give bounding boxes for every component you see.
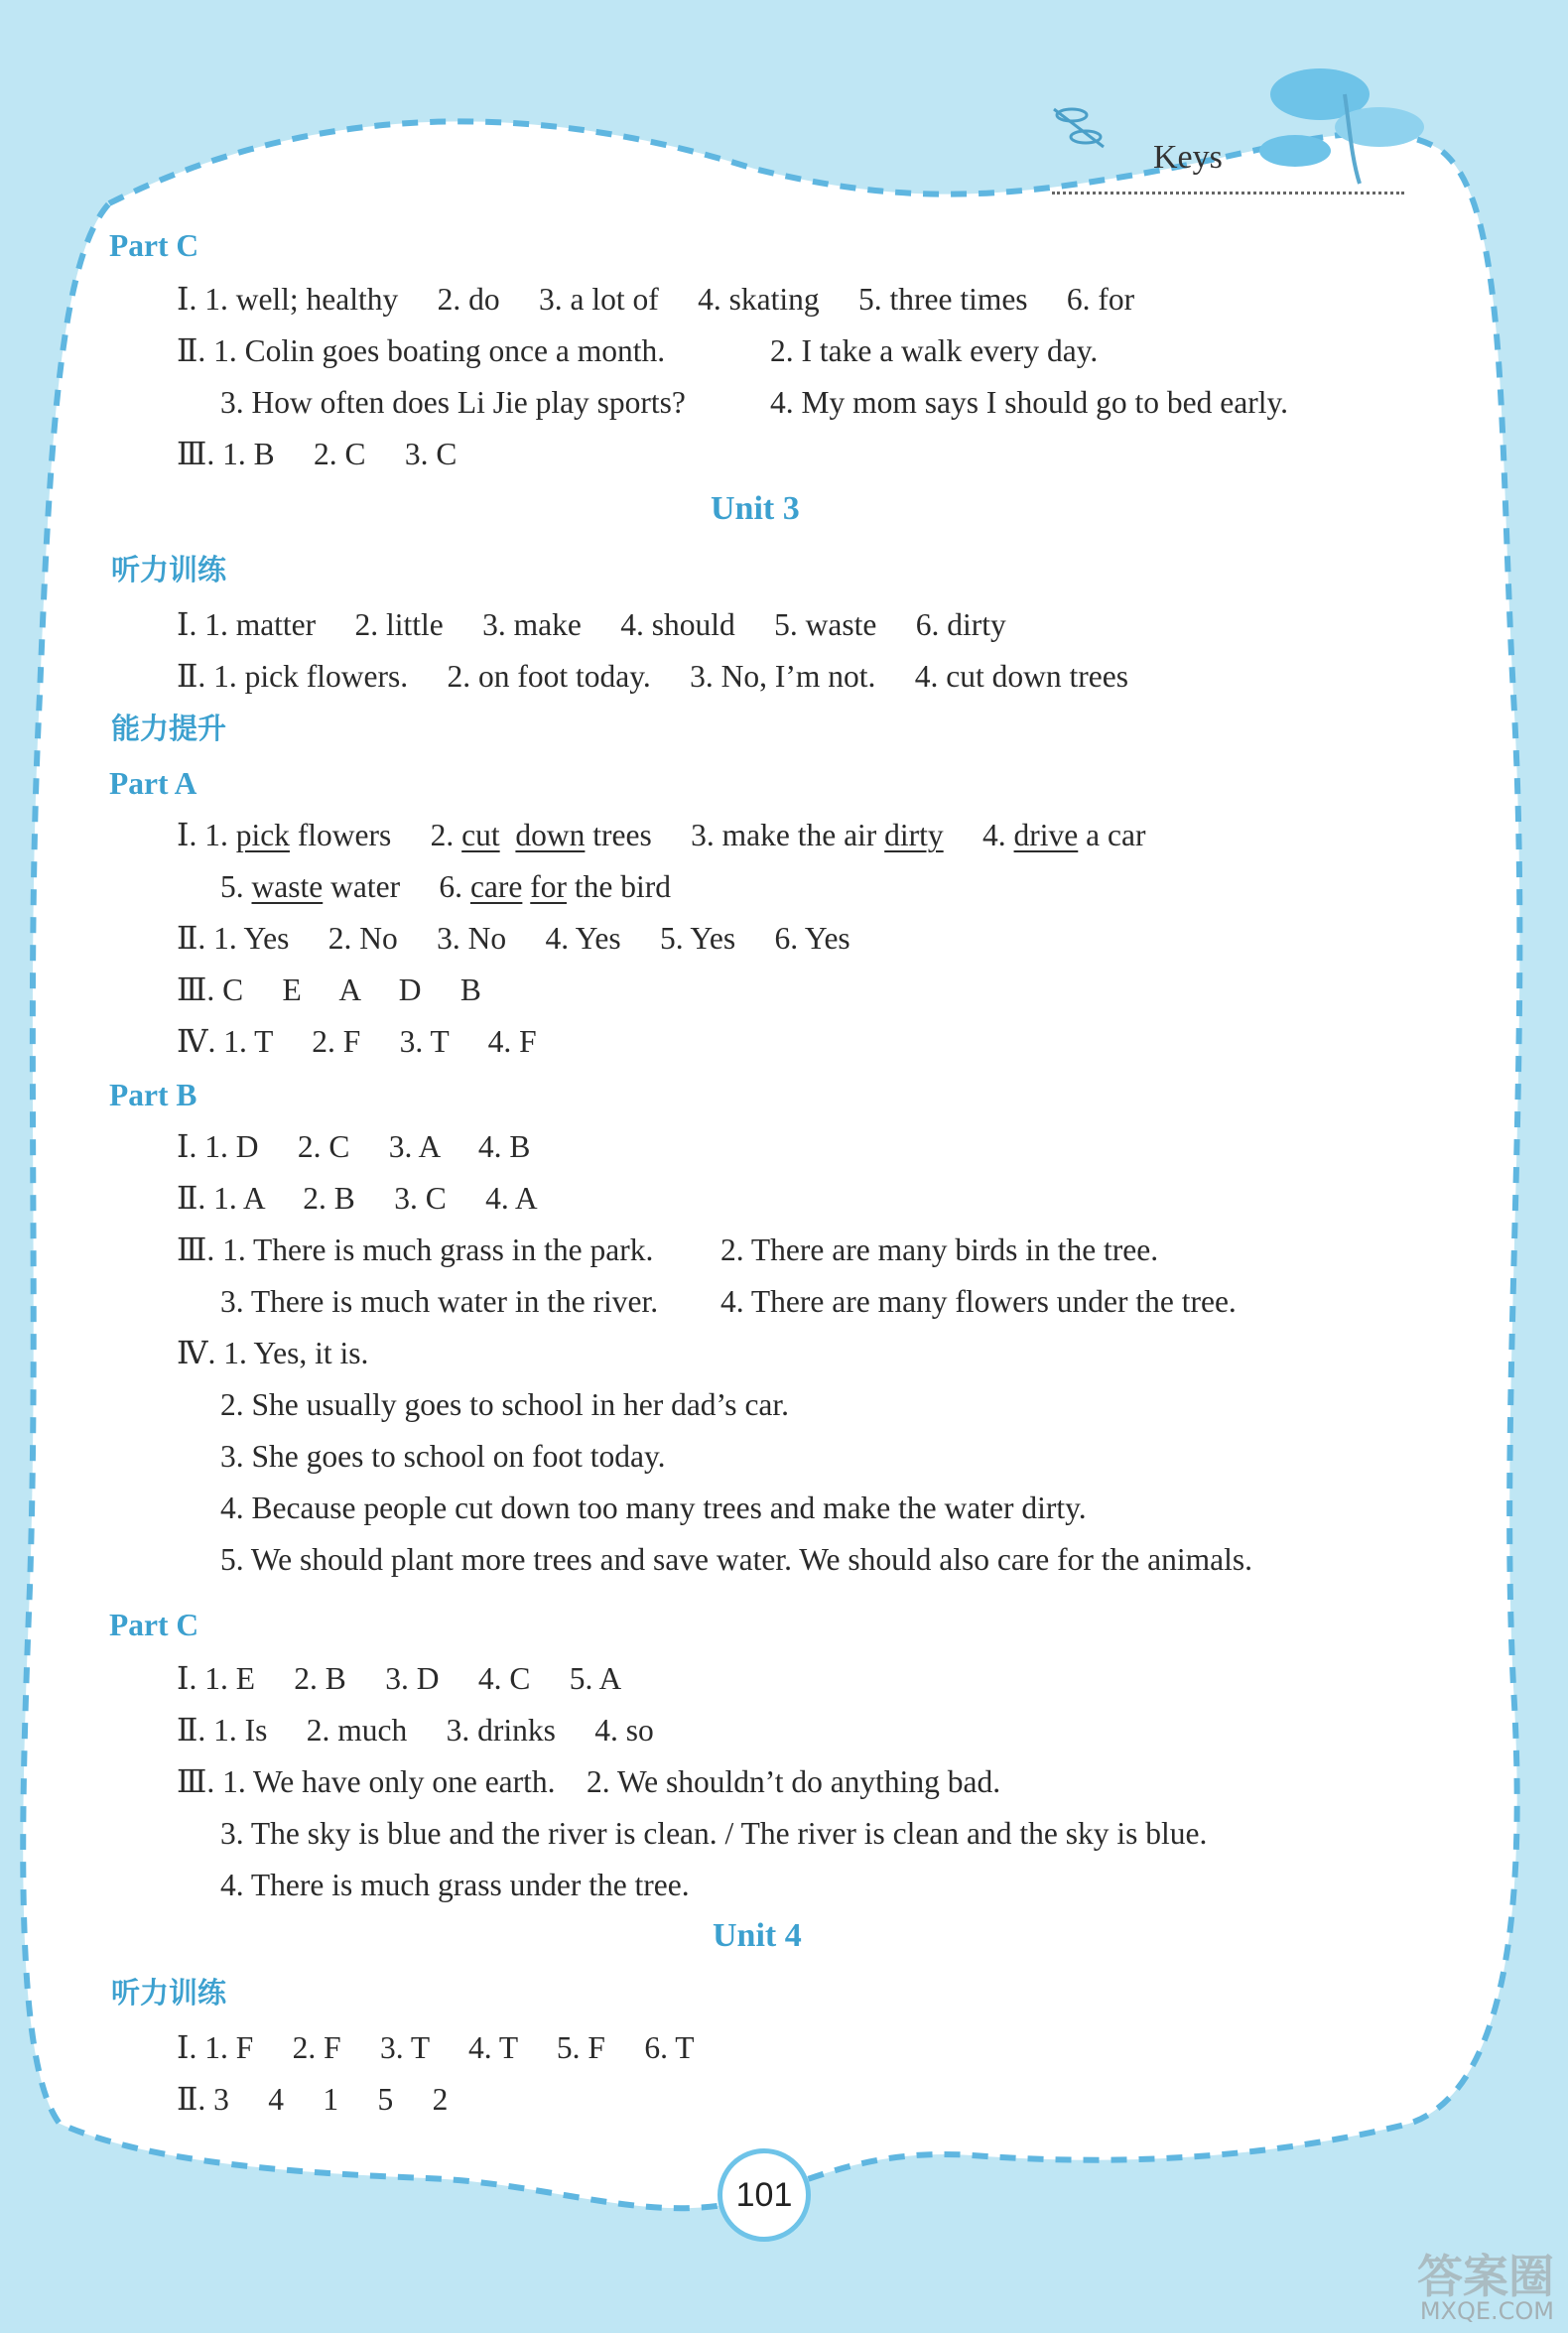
answer-line: Ⅳ. 1. T 2. F 3. T 4. F: [177, 1024, 537, 1059]
answer-line: Ⅰ. 1. E 2. B 3. D 4. C 5. A: [177, 1661, 622, 1696]
answer-line: Ⅱ. 1. Yes 2. No 3. No 4. Yes 5. Yes 6. Yes: [177, 921, 850, 956]
header-title: Keys: [1153, 139, 1223, 176]
answer-line: 2. There are many birds in the tree.: [720, 1232, 1159, 1267]
answer-line: 4. My mom says I should go to bed early.: [770, 385, 1289, 420]
page-number: 101: [718, 2148, 811, 2242]
answer-line: Ⅳ. 1. Yes, it is.: [177, 1336, 369, 1370]
answer-line: 3. There is much water in the river.: [220, 1284, 659, 1319]
section-heading: 听力训练: [111, 1976, 227, 2009]
watermark: 答案圈 MXQE.COM: [1417, 2250, 1554, 2325]
answer-line: Ⅲ. C E A D B: [177, 972, 481, 1007]
answer-line: 5. We should plant more trees and save water. We should also care for the animals.: [220, 1542, 1252, 1577]
answer-line: 2. She usually goes to school in her dad’s car.: [220, 1387, 790, 1422]
unit-title: Unit 4: [713, 1917, 802, 1954]
section-heading: Part B: [109, 1078, 197, 1112]
answer-line: Ⅱ. 3 4 1 5 2: [177, 2082, 449, 2117]
answer-line: Ⅰ. 1. matter 2. little 3. make 4. should 5. waste 6. dirty: [177, 607, 1006, 642]
header-divider: [1052, 192, 1404, 194]
answer-line: 2. I take a walk every day.: [770, 333, 1099, 368]
section-heading: Part C: [109, 1608, 199, 1642]
answer-line: Ⅰ. 1. F 2. F 3. T 4. T 5. F 6. T: [177, 2030, 695, 2065]
section-heading: Part C: [109, 228, 199, 263]
answer-line: 4. There is much grass under the tree.: [220, 1868, 690, 1902]
answer-line: Ⅲ. 1. B 2. C 3. C: [177, 437, 457, 471]
answer-line: Ⅱ. 1. A 2. B 3. C 4. A: [177, 1181, 538, 1216]
answer-line: 5. waste water 6. care for the bird: [220, 869, 671, 904]
answer-line: 3. How often does Li Jie play sports?: [220, 385, 686, 420]
answer-line: Ⅱ. 1. Colin goes boating once a month.: [177, 333, 666, 368]
answer-line: Ⅰ. 1. pick flowers 2. cut down trees 3. make the air dirty 4. drive a car: [177, 818, 1146, 852]
answer-line: Ⅲ. 1. There is much grass in the park.: [177, 1232, 654, 1267]
unit-title: Unit 3: [711, 490, 800, 527]
answer-line: 3. The sky is blue and the river is clean. / The river is clean and the sky is blue.: [220, 1816, 1208, 1851]
answer-line: 3. She goes to school on foot today.: [220, 1439, 666, 1474]
answer-line: Ⅰ. 1. well; healthy 2. do 3. a lot of 4. skating 5. three times 6. for: [177, 282, 1135, 317]
section-heading: Part A: [109, 766, 197, 801]
section-heading: 能力提升: [111, 712, 227, 745]
answer-line: Ⅱ. 1. pick flowers. 2. on foot today. 3. No, I’m not. 4. cut down trees: [177, 659, 1128, 694]
answer-line: Ⅰ. 1. D 2. C 3. A 4. B: [177, 1129, 531, 1164]
answer-line: Ⅲ. 1. We have only one earth. 2. We shouldn’t do anything bad.: [177, 1764, 1001, 1799]
answer-line: 4. Because people cut down too many trees and make the water dirty.: [220, 1491, 1087, 1525]
section-heading: 听力训练: [111, 553, 227, 586]
answer-line: Ⅱ. 1. Is 2. much 3. drinks 4. so: [177, 1713, 654, 1748]
answer-line: 4. There are many flowers under the tree.: [720, 1284, 1237, 1319]
